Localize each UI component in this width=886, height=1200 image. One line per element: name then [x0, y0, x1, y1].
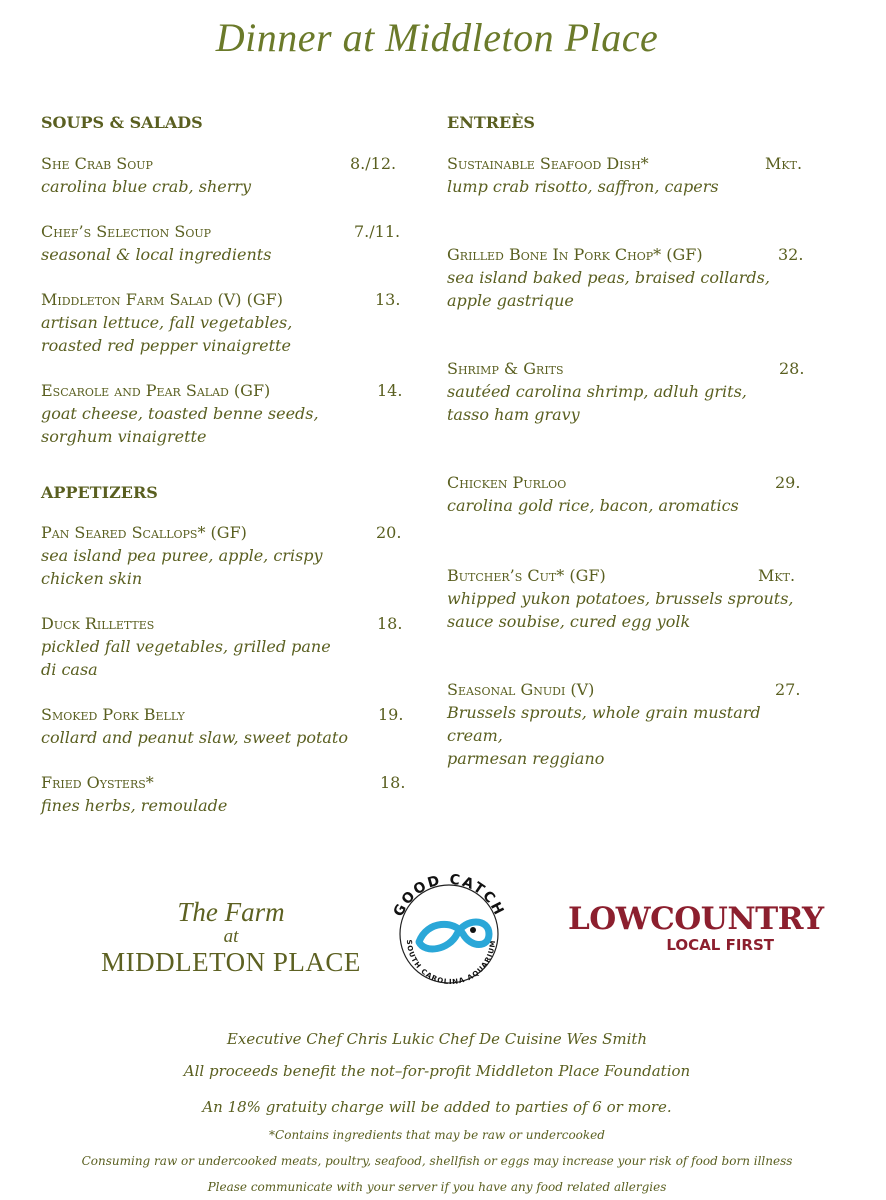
menu-item	[41, 771, 406, 817]
footer-raw-note: *Contains ingredients that may be raw or undercooked	[269, 1128, 605, 1142]
item-name: Grilled Bone In Pork Chop* (GF)	[447, 245, 703, 264]
menu-item	[41, 379, 403, 448]
item-description: chicken skin	[41, 569, 143, 588]
farm-logo-line3: MIDDLETON PLACE	[101, 947, 361, 977]
item-price: 13.	[375, 290, 401, 309]
item-description: sea island pea puree, apple, crispy	[41, 546, 323, 565]
section-heading-entrees: ENTREÈS	[447, 113, 535, 132]
item-name: Chicken Purloo	[447, 473, 567, 492]
item-description: apple gastrique	[447, 291, 574, 310]
item-price: Mkt.	[765, 154, 803, 173]
item-description: Brussels sprouts, whole grain mustard cream,	[447, 703, 761, 745]
item-price: 28.	[779, 359, 805, 378]
item-description: carolina gold rice, bacon, aromatics	[447, 496, 739, 515]
item-name: Chef’s Selection Soup	[41, 222, 212, 241]
menu-item	[41, 521, 403, 590]
item-name: Pan Seared Scallops* (GF)	[41, 523, 247, 542]
item-price: Mkt.	[758, 566, 796, 585]
item-description: di casa	[41, 660, 98, 679]
item-name: Butcher’s Cut* (GF)	[447, 566, 606, 585]
item-description: whipped yukon potatoes, brussels sprouts,	[447, 589, 794, 608]
item-description: pickled fall vegetables, grilled pane	[41, 637, 331, 656]
lowcountry-logo-line1: LOWCOUNTRY	[568, 901, 824, 937]
item-description: fines herbs, remoulade	[41, 796, 228, 815]
item-price: 19.	[378, 705, 404, 724]
good-catch-logo	[377, 868, 521, 986]
item-price: 32.	[778, 245, 804, 264]
item-description: tasso ham gravy	[447, 405, 580, 424]
item-description: lump crab risotto, saffron, capers	[447, 177, 719, 196]
item-description: sauce soubise, cured egg yolk	[447, 612, 691, 631]
item-description: sea island baked peas, braised collards,	[447, 268, 770, 287]
menu-item	[41, 703, 403, 749]
menu-item	[41, 220, 403, 266]
item-price: 8./12.	[350, 154, 397, 173]
footer-warning: Consuming raw or undercooked meats, poultry, seafood, shellfish or eggs may increase your risk of food born illness	[81, 1154, 793, 1168]
item-name: Shrimp & Grits	[447, 359, 564, 378]
item-description: roasted red pepper vinaigrette	[41, 336, 291, 355]
item-name: Escarole and Pear Salad (GF)	[41, 381, 271, 400]
item-name: Seasonal Gnudi (V)	[447, 680, 595, 699]
item-price: 18.	[380, 773, 406, 792]
good-catch-bottom-text: SOUTH CAROLINA AQUARIUM	[404, 939, 498, 986]
left-column	[41, 112, 406, 817]
footer-chefs: Executive Chef Chris Lukic Chef De Cuisine Wes Smith	[226, 1030, 648, 1048]
menu-item	[447, 564, 812, 633]
item-name: Fried Oysters*	[41, 773, 154, 792]
item-description: sorghum vinaigrette	[41, 427, 207, 446]
footer-allergies: Please communicate with your server if you have any food related allergies	[207, 1180, 667, 1194]
footer-gratuity: An 18% gratuity charge will be added to parties of 6 or more.	[202, 1098, 672, 1116]
item-price: 27.	[775, 680, 801, 699]
farm-logo	[96, 897, 366, 977]
menu-item	[41, 152, 403, 198]
farm-logo-line2: at	[223, 926, 239, 947]
item-name: Duck Rillettes	[41, 614, 155, 633]
footer-proceeds: All proceeds benefit the not–for-profit Middleton Place Foundation	[183, 1062, 691, 1080]
menu-item	[447, 152, 812, 198]
right-column	[447, 112, 812, 770]
item-description: sautéed carolina shrimp, adluh grits,	[447, 382, 747, 401]
item-description: carolina blue crab, sherry	[41, 177, 252, 196]
menu-item	[447, 678, 812, 770]
item-name: Smoked Pork Belly	[41, 705, 185, 724]
lowcountry-logo-line2: LOCAL FIRST	[666, 936, 774, 954]
item-name: Sustainable Seafood Dish*	[447, 154, 649, 173]
farm-logo-line1: The Farm	[177, 897, 285, 927]
section-heading-soups: SOUPS & SALADS	[41, 113, 203, 132]
item-price: 18.	[377, 614, 403, 633]
item-description: seasonal & local ingredients	[41, 245, 272, 264]
item-price: 29.	[775, 473, 801, 492]
section-heading-appetizers: APPETIZERS	[41, 483, 158, 502]
fish-icon	[419, 922, 489, 949]
item-name: Middleton Farm Salad (V) (GF)	[41, 290, 283, 309]
menu-item	[447, 357, 812, 426]
item-description: parmesan reggiano	[447, 749, 605, 768]
menu-item	[447, 243, 812, 312]
item-description: collard and peanut slaw, sweet potato	[41, 728, 348, 747]
menu-item	[41, 612, 403, 681]
item-name: She Crab Soup	[41, 154, 153, 173]
menu-title: Dinner at Middleton Place	[215, 15, 659, 60]
item-price: 7./11.	[354, 222, 401, 241]
item-price: 14.	[377, 381, 403, 400]
lowcountry-local-first-logo	[568, 901, 824, 962]
item-price: 20.	[376, 523, 402, 542]
good-catch-top-text: GOOD CATCH	[390, 871, 508, 920]
item-description: artisan lettuce, fall vegetables,	[41, 313, 293, 332]
menu-item	[41, 288, 403, 357]
item-description: goat cheese, toasted benne seeds,	[41, 404, 319, 423]
fish-eye-icon	[470, 927, 476, 933]
menu-item	[447, 471, 812, 517]
